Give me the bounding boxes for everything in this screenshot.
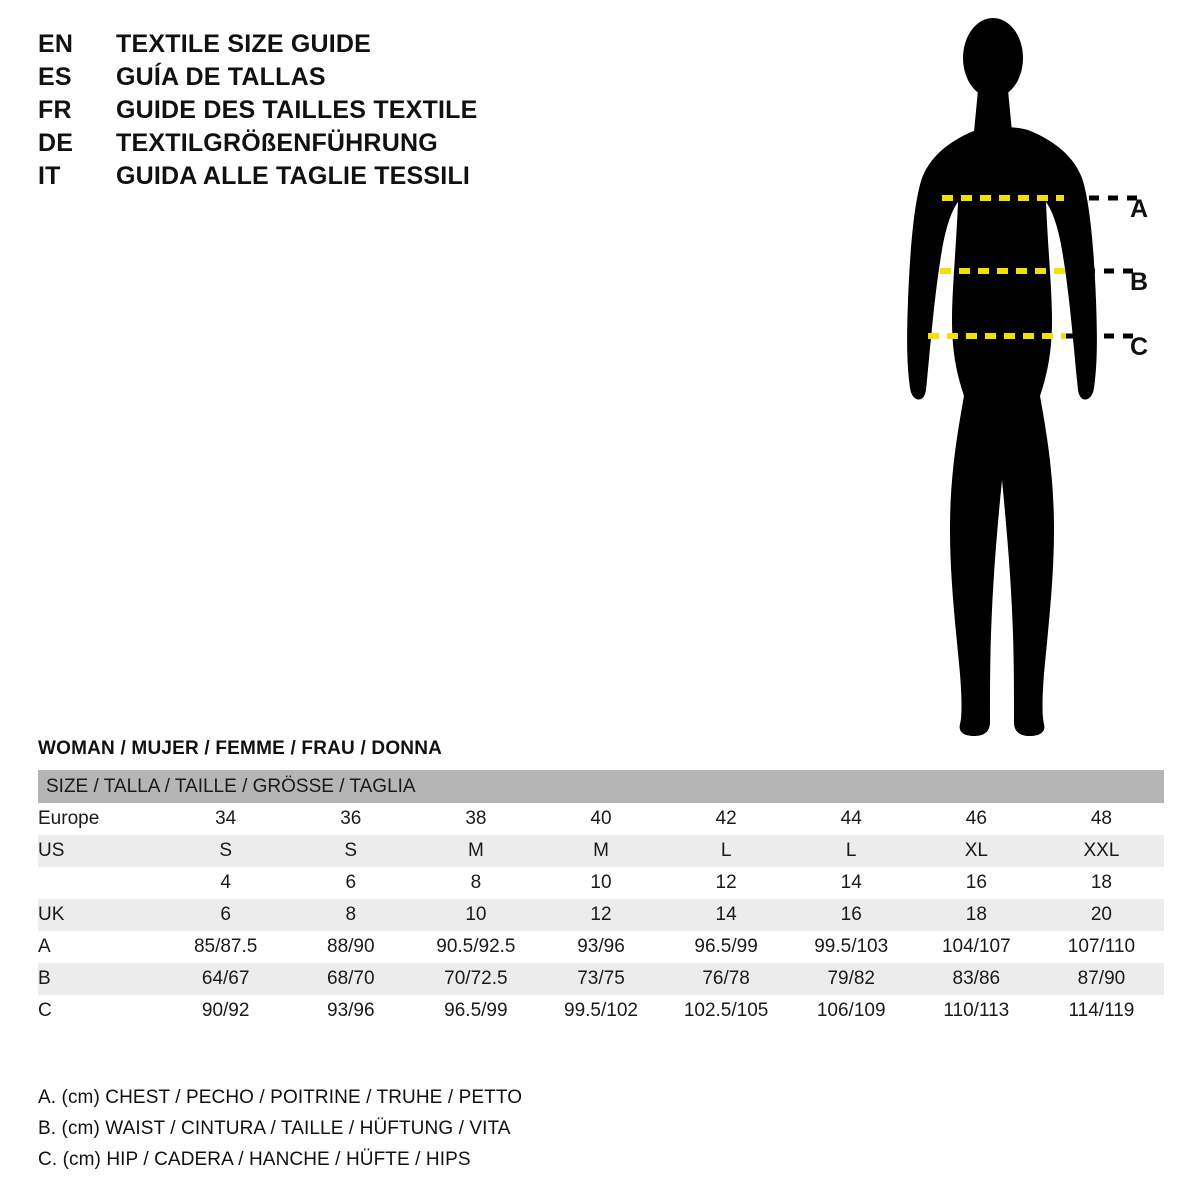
cell: 110/113	[914, 995, 1039, 1027]
cell: 96.5/99	[413, 995, 538, 1027]
table-row	[38, 867, 1164, 899]
cell: 70/72.5	[413, 963, 538, 995]
table-row	[38, 995, 1164, 1027]
cell: 6	[288, 867, 413, 899]
language-title-block	[38, 30, 598, 195]
cell: 76/78	[664, 963, 789, 995]
measurement-legend	[38, 1087, 738, 1180]
cell: 8	[288, 899, 413, 931]
cell: 99.5/103	[789, 931, 914, 963]
cell: S	[163, 835, 288, 867]
cell: 83/86	[914, 963, 1039, 995]
language-code-de: DE	[38, 129, 74, 157]
size-table-section	[38, 738, 1164, 1027]
language-code-it: IT	[38, 162, 61, 190]
cell: L	[789, 835, 914, 867]
cell: 87/90	[1039, 963, 1164, 995]
cell: 64/67	[163, 963, 288, 995]
cell: 36	[288, 803, 413, 835]
cell: 104/107	[914, 931, 1039, 963]
cell: 102.5/105	[664, 995, 789, 1027]
size-table	[38, 770, 1164, 1027]
cell: 44	[789, 803, 914, 835]
legend-chest: A. (cm) CHEST / PECHO / POITRINE / TRUHE / PETTO	[38, 1087, 523, 1108]
row-label-c: C	[38, 995, 163, 1027]
cell: 34	[163, 803, 288, 835]
cell: 20	[1039, 899, 1164, 931]
cell: 38	[413, 803, 538, 835]
language-row-en	[38, 30, 598, 63]
language-text-en: TEXTILE SIZE GUIDE	[116, 30, 372, 58]
cell: 10	[538, 867, 663, 899]
cell: 93/96	[288, 995, 413, 1027]
language-row-it	[38, 162, 598, 195]
cell: 8	[413, 867, 538, 899]
table-row	[38, 963, 1164, 995]
cell: 14	[789, 867, 914, 899]
cell: 42	[664, 803, 789, 835]
language-text-it: GUIDA ALLE TAGLIE TESSILI	[116, 162, 471, 190]
cell: 114/119	[1039, 995, 1164, 1027]
cell: 68/70	[288, 963, 413, 995]
cell: 90/92	[163, 995, 288, 1027]
row-label-uk: UK	[38, 899, 163, 931]
body-silhouette-icon	[860, 10, 1190, 750]
cell: 46	[914, 803, 1039, 835]
cell: 12	[538, 899, 663, 931]
cell: 106/109	[789, 995, 914, 1027]
language-row-es	[38, 63, 598, 96]
language-text-es: GUÍA DE TALLAS	[116, 63, 326, 91]
table-header-label: SIZE / TALLA / TAILLE / GRÖSSE / TAGLIA	[38, 770, 1164, 803]
cell: S	[288, 835, 413, 867]
language-code-fr: FR	[38, 96, 72, 124]
cell: 16	[914, 867, 1039, 899]
cell: 6	[163, 899, 288, 931]
cell: 4	[163, 867, 288, 899]
measure-label-a: A	[1130, 195, 1149, 223]
measure-label-c: C	[1130, 333, 1149, 361]
cell: 14	[664, 899, 789, 931]
female-body-figure	[860, 10, 1190, 750]
cell: XXL	[1039, 835, 1164, 867]
table-row	[38, 899, 1164, 931]
cell: 10	[413, 899, 538, 931]
cell: 16	[789, 899, 914, 931]
language-text-de: TEXTILGRÖßENFÜHRUNG	[116, 129, 438, 157]
table-header-row	[38, 770, 1164, 803]
cell: 12	[664, 867, 789, 899]
table-row	[38, 931, 1164, 963]
cell: XL	[914, 835, 1039, 867]
language-row-fr	[38, 96, 598, 129]
legend-waist: B. (cm) WAIST / CINTURA / TAILLE / HÜFTUNG / VITA	[38, 1118, 511, 1139]
cell: 93/96	[538, 931, 663, 963]
cell: 18	[1039, 867, 1164, 899]
row-label-europe: Europe	[38, 803, 163, 835]
cell: 40	[538, 803, 663, 835]
cell: M	[413, 835, 538, 867]
cell: 96.5/99	[664, 931, 789, 963]
table-row	[38, 803, 1164, 835]
row-label-a: A	[38, 931, 163, 963]
cell: 79/82	[789, 963, 914, 995]
cell: 18	[914, 899, 1039, 931]
cell: M	[538, 835, 663, 867]
legend-hip: C. (cm) HIP / CADERA / HANCHE / HÜFTE / HIPS	[38, 1149, 471, 1170]
table-row	[38, 835, 1164, 867]
row-label-b: B	[38, 963, 163, 995]
language-code-en: EN	[38, 30, 74, 58]
cell: 73/75	[538, 963, 663, 995]
language-text-fr: GUIDE DES TAILLES TEXTILE	[116, 96, 478, 124]
row-label-us-numeric	[38, 867, 163, 899]
cell: 88/90	[288, 931, 413, 963]
cell: 48	[1039, 803, 1164, 835]
language-row-de	[38, 129, 598, 162]
row-label-us: US	[38, 835, 163, 867]
language-code-es: ES	[38, 63, 72, 91]
cell: 90.5/92.5	[413, 931, 538, 963]
cell: 85/87.5	[163, 931, 288, 963]
cell: L	[664, 835, 789, 867]
measure-label-b: B	[1130, 268, 1149, 296]
gender-label: WOMAN / MUJER / FEMME / FRAU / DONNA	[38, 738, 443, 759]
cell: 107/110	[1039, 931, 1164, 963]
cell: 99.5/102	[538, 995, 663, 1027]
